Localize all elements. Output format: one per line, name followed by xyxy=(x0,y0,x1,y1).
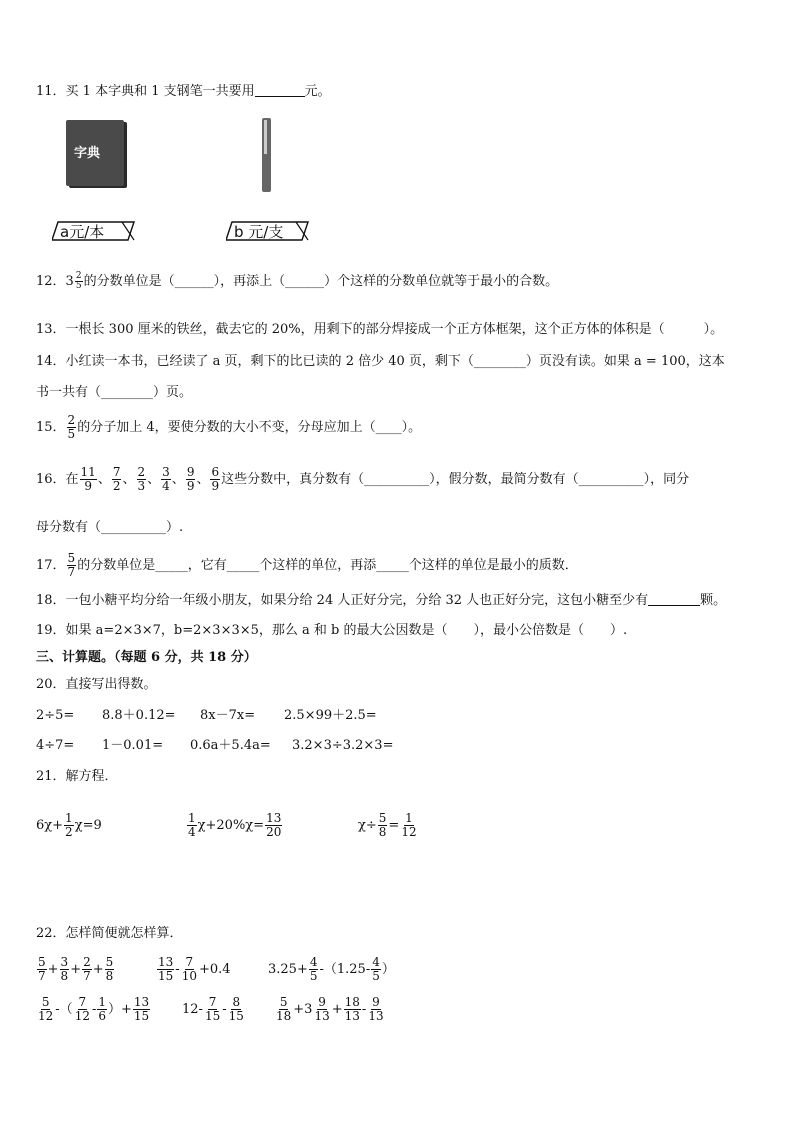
fraction: $\frac{13}{15}$ xyxy=(158,955,174,983)
question-12: 12．3 $\frac{2}{5}$ 的分数单位是（______），再添上（______）个这样的分数单位就等于最小的合数。 xyxy=(36,271,559,291)
question-19: 19．如果 a=2×3×7，b=2×3×3×5，那么 a 和 b 的最大公因数是（ ），最小公倍数是（ ）. xyxy=(36,623,628,638)
question-13: 13．一根长 300 厘米的铁丝，截去它的 20%，用剩下的部分焊接成一个正方体框架，这个正方体的体积是（ ）。 xyxy=(36,322,724,337)
expression-4: $\frac{5}{12}$ -（ $\frac{7}{12}$ - $\frac{1}{6}$ ）+ $\frac{13}{15}$ xyxy=(38,995,150,1023)
fraction: $\frac{18}{13}$ xyxy=(344,995,360,1023)
fraction: $\frac{9}{13}$ xyxy=(314,995,330,1023)
question-22-title: 22．怎样简便就怎样算． xyxy=(36,926,183,941)
answer-blank[interactable] xyxy=(648,591,700,606)
fraction: $\frac{8}{15}$ xyxy=(228,995,244,1023)
question-21-title: 21．解方程． xyxy=(36,769,118,784)
pen-image xyxy=(262,118,271,192)
calc-item: 8x－7x= xyxy=(200,708,256,723)
fraction: $\frac{7}{2}$ xyxy=(112,465,121,493)
calc-item: 1－0.01= xyxy=(102,738,164,753)
calc-item: 2÷5= xyxy=(36,708,75,723)
fraction: $\frac{2}{7}$ xyxy=(83,955,91,983)
fraction: $\frac{9}{9}$ xyxy=(186,465,195,493)
fraction: $\frac{4}{5}$ xyxy=(309,955,318,983)
fraction: $\frac{5}{8}$ xyxy=(105,955,114,983)
equation-3: χ÷ $\frac{5}{8}$ = $\frac{1}{12}$ xyxy=(358,811,417,839)
dictionary-image: 字典 xyxy=(66,120,124,186)
fraction: $\frac{3}{4}$ xyxy=(162,465,170,493)
fraction: $\frac{7}{10}$ xyxy=(181,955,197,983)
expression-3: 3.25+ $\frac{4}{5}$ -（1.25- $\frac{4}{5}$ ） xyxy=(268,955,395,983)
question-18: 18．一包小糖平均分给一年级小朋友，如果分给 24 人正好分完，分给 32 人也正好分完，这包小糖至少有 颗。 xyxy=(36,593,727,608)
calc-item: 3.2×3÷3.2×3= xyxy=(292,738,394,753)
fraction: $\frac{6}{9}$ xyxy=(211,465,220,493)
pen-price-label: b 元/支 xyxy=(234,223,284,241)
question-16: 16．在 $\frac{11}{9}$ 、 $\frac{7}{2}$ 、 $\frac{2}{3}$ 、 $\frac{3}{4}$ 、 $\frac{9}{9}$ 、 $\frac{6}{9}$ 这些分数中，真分数有（__________），假分数，最简分数有（__________），同分 xyxy=(36,465,690,493)
question-11: 11．买 1 本字典和 1 支钢笔一共要用 元。 xyxy=(36,84,331,99)
fraction: $\frac{4}{5}$ xyxy=(372,955,380,983)
question-16-line2: 母分数有（__________）. xyxy=(36,520,184,535)
fraction: $\frac{7}{15}$ xyxy=(204,995,221,1023)
equation-2: $\frac{1}{4}$ χ+20%χ= $\frac{13}{20}$ xyxy=(188,811,282,839)
fraction: $\frac{5}{18}$ xyxy=(276,995,292,1023)
question-15: 15． $\frac{2}{5}$ 的分子加上 4，要使分数的大小不变，分母应加上（____）。 xyxy=(36,413,422,441)
expression-5: 12- $\frac{7}{15}$ - $\frac{8}{15}$ xyxy=(182,995,244,1023)
question-20-title: 20．直接写出得数。 xyxy=(36,677,157,692)
expression-2: $\frac{13}{15}$ - $\frac{7}{10}$ +0.4 xyxy=(158,955,231,983)
calc-item: 4÷7= xyxy=(36,738,75,753)
answer-blank[interactable] xyxy=(255,82,305,97)
fraction: $\frac{5}{12}$ xyxy=(38,995,54,1023)
fraction: $\frac{5}{7}$ xyxy=(38,955,46,983)
fraction: $\frac{3}{8}$ xyxy=(60,955,69,983)
book-price-label: a元/本 xyxy=(60,223,105,241)
section-3-title: 三、计算题。（每题 6 分，共 18 分） xyxy=(36,650,257,665)
calc-item: 0.6a＋5.4a= xyxy=(190,738,271,753)
fraction: $\frac{7}{12}$ xyxy=(74,995,90,1023)
fraction: $\frac{9}{13}$ xyxy=(368,995,384,1023)
fraction: $\frac{2}{3}$ xyxy=(137,465,146,493)
question-17: 17． $\frac{5}{7}$ 的分数单位是_____，它有_____个这样的单位，再添_____个这样的单位是最小的质数． xyxy=(36,551,578,579)
fraction: $\frac{13}{15}$ xyxy=(133,995,150,1023)
question-14-line1: 14．小红读一本书，已经读了 a 页，剩下的比已读的 2 倍少 40 页，剩下（________）页没有读。如果 a = 100，这本 xyxy=(36,354,725,369)
calc-item: 2.5×99＋2.5= xyxy=(284,708,377,723)
fraction: $\frac{1}{6}$ xyxy=(98,995,107,1023)
fraction: $\frac{11}{9}$ xyxy=(80,465,96,493)
expression-6: $\frac{5}{18}$ +3 $\frac{9}{13}$ + $\frac{18}{13}$ - $\frac{9}{13}$ xyxy=(276,995,384,1023)
question-14-line2: 书一共有（________）页。 xyxy=(36,385,193,400)
calc-item: 8.8＋0.12= xyxy=(102,708,176,723)
equation-1: 6χ+ $\frac{1}{2}$ χ=9 xyxy=(36,811,102,839)
expression-1: $\frac{5}{7}$ + $\frac{3}{8}$ + $\frac{2}{7}$ + $\frac{5}{8}$ xyxy=(38,955,114,983)
